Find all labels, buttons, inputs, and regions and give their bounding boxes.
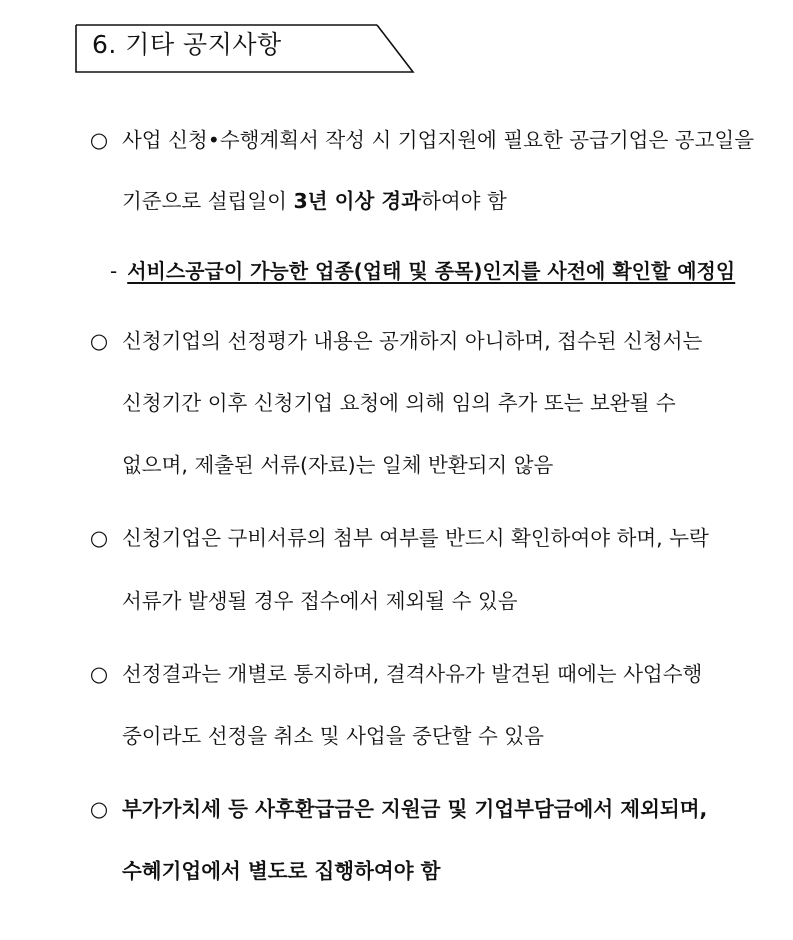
notice-item-1-line-2-pre: 기준으로 설립일이	[122, 189, 294, 213]
notice-item-3-line-1: 신청기업은 구비서류의 첨부 여부를 반드시 확인하여야 하며, 누락	[122, 526, 709, 550]
dash-icon: -	[110, 259, 118, 283]
notice-item-1-emphasis: 3년 이상 경과	[293, 189, 422, 213]
notice-item-4-line-1: 선정결과는 개별로 통지하며, 결격사유가 발견된 때에는 사업수행	[122, 662, 703, 686]
notice-item-2-line-2: 신청기간 이후 신청기업 요청에 의해 임의 추가 또는 보완될 수	[122, 391, 676, 415]
bullet-circle-icon: ○	[89, 526, 109, 550]
notice-item-2-line-1: 신청기업의 선정평가 내용은 공개하지 아니하며, 접수된 신청서는	[122, 329, 703, 353]
notice-item-5-line-2: 수혜기업에서 별도로 집행하여야 함	[122, 859, 441, 883]
notice-item-1-subnote	[110, 256, 735, 286]
notice-item-1-line-2-post: 하여야 함	[421, 189, 507, 213]
bullet-circle-icon: ○	[89, 128, 109, 152]
bullet-circle-icon: ○	[89, 329, 109, 353]
notice-item-1-line-2	[122, 186, 722, 216]
notice-item-5-line-1: 부가가치세 등 사후환급금은 지원금 및 기업부담금에서 제외되며,	[122, 797, 708, 821]
notice-item-3-line-2: 서류가 발생될 경우 접수에서 제외될 수 있음	[122, 589, 518, 613]
notice-item-1-subnote-text: 서비스공급이 가능한 업종(업태 및 종목)인지를 사전에 확인할 예정임	[127, 259, 736, 283]
notice-item-1-line-1: 사업 신청•수행계획서 작성 시 기업지원에 필요한 공급기업은 공고일을	[122, 128, 754, 152]
notice-item-2-line-3: 없으며, 제출된 서류(자료)는 일체 반환되지 않음	[122, 453, 554, 477]
notice-item-4-line-2: 중이라도 선정을 취소 및 사업을 중단할 수 있음	[122, 724, 544, 748]
bullet-circle-icon: ○	[89, 662, 109, 686]
section-title: 6. 기타 공지사항	[92, 30, 282, 59]
bullet-circle-icon: ○	[89, 797, 109, 821]
